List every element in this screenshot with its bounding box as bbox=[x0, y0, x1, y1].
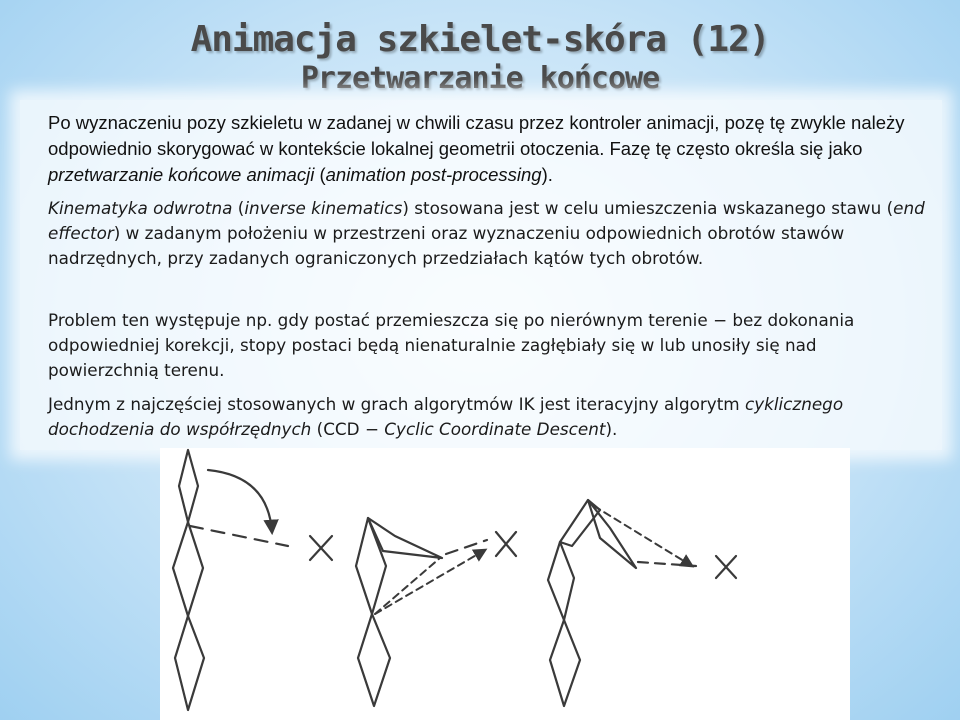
slide-title: Animacja szkielet-skóra (12) bbox=[190, 19, 770, 60]
bone bbox=[175, 616, 204, 710]
bone bbox=[356, 518, 386, 614]
text: Problem ten występuje np. gdy postać przemieszcza się po nierównym terenie − bez dokonania odpowiedniej korekcji, stopy postaci będą nienaturalnie zagłębiały się w lub unosiły się nad powierzchnią terenu. bbox=[48, 310, 855, 380]
paragraph-ccd bbox=[48, 392, 928, 442]
text: ( bbox=[232, 198, 245, 218]
emphasis: przetwarzanie końcowe animacji bbox=[48, 164, 315, 185]
text: ). bbox=[605, 419, 618, 439]
bone bbox=[550, 620, 580, 706]
dashed-arrow bbox=[375, 550, 485, 614]
bone bbox=[368, 518, 442, 558]
emphasis: inverse kinematics bbox=[244, 198, 403, 218]
rotation-arrow bbox=[208, 470, 272, 532]
emphasis: cyklicznego dochodzenia do współrzędnych bbox=[48, 394, 844, 439]
text: ( bbox=[314, 164, 326, 185]
paragraph-post-processing bbox=[48, 110, 928, 188]
emphasis: end effector bbox=[48, 198, 925, 243]
text: ). bbox=[541, 164, 553, 185]
emphasis: Kinematyka odwrotna bbox=[48, 198, 233, 218]
emphasis: animation post-processing bbox=[325, 164, 542, 185]
text: Po wyznaczeniu pozy szkieletu w zadanej w chwili czasu przez kontroler animacji, pozę tę zwykle należy odpowiednio skorygować w kontekście lokalnej geometrii otoczenia. Fazę tę często określa się jako bbox=[48, 112, 905, 159]
dashed-arrow bbox=[594, 506, 692, 566]
paragraph-inverse-kinematics bbox=[48, 196, 928, 271]
chain-panel-3 bbox=[548, 500, 736, 706]
text: Jednym z najczęściej stosowanych w grach algorytmów IK jest iteracyjny algorytm bbox=[48, 394, 745, 414]
chain-panel-2 bbox=[356, 518, 516, 706]
bone bbox=[179, 450, 198, 522]
slide-subtitle: Przetwarzanie końcowe bbox=[300, 61, 660, 96]
bone bbox=[173, 522, 203, 616]
text: ) stosowana jest w celu umieszczenia wskazanego stawu ( bbox=[402, 198, 894, 218]
bone bbox=[358, 614, 390, 706]
dashed-line bbox=[190, 526, 288, 546]
bone bbox=[588, 500, 636, 568]
ccd-diagram-icon bbox=[160, 448, 850, 720]
text: ) w zadanym położeniu w przestrzeni oraz wyznaczeniu odpowiednich obrotów stawów nadrzędnych, przy zadanych ograniczonych przedziałach kątów tych obrotów. bbox=[48, 223, 845, 268]
chain-panel-1 bbox=[173, 450, 332, 710]
paragraph-problem bbox=[48, 308, 928, 383]
ccd-diagram bbox=[160, 448, 850, 720]
emphasis: Cyclic Coordinate Descent bbox=[384, 419, 606, 439]
text: (CCD − bbox=[311, 419, 385, 439]
bone bbox=[548, 542, 574, 620]
